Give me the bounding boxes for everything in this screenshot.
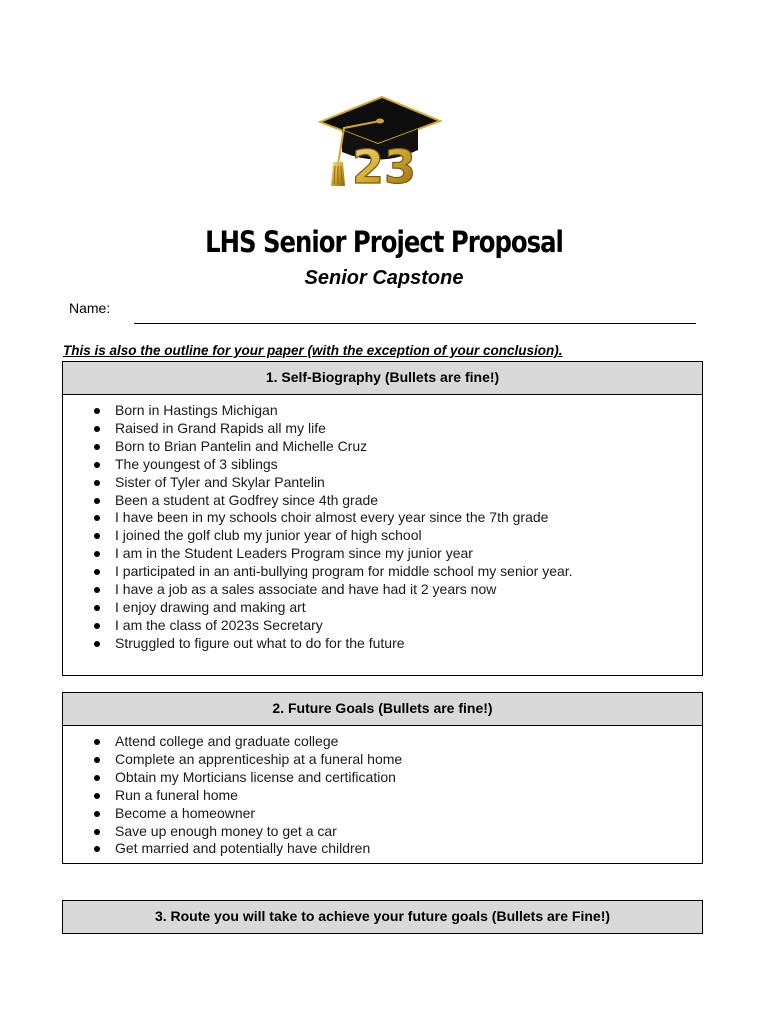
list-item: Save up enough money to get a car: [115, 823, 702, 841]
section-route-to-goals: [62, 900, 703, 934]
bullet-list: [63, 726, 702, 858]
list-item: Raised in Grand Rapids all my life: [115, 420, 702, 438]
list-item: Complete an apprenticeship at a funeral home: [115, 751, 702, 769]
list-item: Run a funeral home: [115, 787, 702, 805]
list-item: Born to Brian Pantelin and Michelle Cruz: [115, 438, 702, 456]
list-item: I participated in an anti-bullying program for middle school my senior year.: [115, 563, 702, 581]
list-item: Been a student at Godfrey since 4th grade: [115, 492, 702, 510]
list-item: Obtain my Morticians license and certification: [115, 769, 702, 787]
list-item: Sister of Tyler and Skylar Pantelin: [115, 474, 702, 492]
logo-number: 23: [351, 140, 417, 192]
page-title: LHS Senior Project Proposal: [205, 225, 563, 259]
section-future-goals: [62, 692, 703, 864]
list-item: I have been in my schools choir almost every year since the 7th grade: [115, 509, 702, 527]
outline-note: This is also the outline for your paper (with the exception of your conclusion).: [63, 343, 563, 358]
section-heading: 3. Route you will take to achieve your future goals (Bullets are Fine!): [63, 901, 702, 933]
list-item: The youngest of 3 siblings: [115, 456, 702, 474]
list-item: I have a job as a sales associate and have had it 2 years now: [115, 581, 702, 599]
list-item: I am in the Student Leaders Program since my junior year: [115, 545, 702, 563]
bullet-list: [63, 395, 702, 653]
section-heading: 1. Self-Biography (Bullets are fine!): [63, 362, 702, 395]
list-item: Attend college and graduate college: [115, 733, 702, 751]
graduation-cap-23-icon: [318, 94, 442, 192]
list-item: Become a homeowner: [115, 805, 702, 823]
list-item: I enjoy drawing and making art: [115, 599, 702, 617]
list-item: I joined the golf club my junior year of high school: [115, 527, 702, 545]
list-item: I am the class of 2023s Secretary: [115, 617, 702, 635]
list-item: Born in Hastings Michigan: [115, 402, 702, 420]
list-item: Struggled to figure out what to do for the future: [115, 635, 702, 653]
section-self-biography: [62, 361, 703, 676]
name-field[interactable]: [134, 323, 696, 324]
list-item: Get married and potentially have children: [115, 840, 702, 858]
name-label: Name:: [69, 300, 111, 316]
page-subtitle: Senior Capstone: [304, 267, 464, 289]
section-heading: 2. Future Goals (Bullets are fine!): [63, 693, 702, 726]
